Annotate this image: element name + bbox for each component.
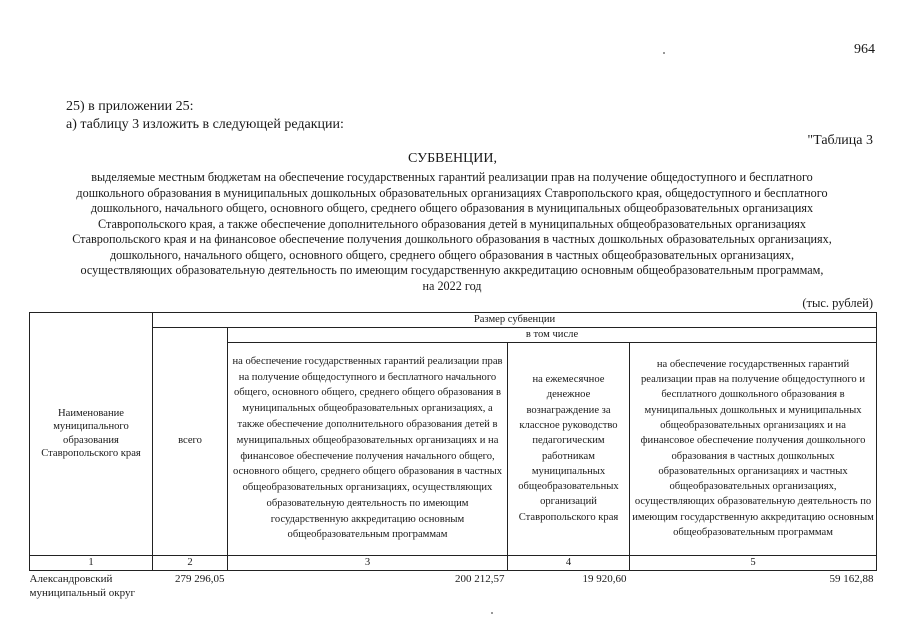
table-caption: "Таблица 3: [807, 133, 873, 148]
subtitle-line: дошкольного образования в муниципальных дошкольных образовательных организациях Ставропольского края, общедоступного и бесплатного: [76, 185, 828, 200]
subtitle-line: на 2022 год: [422, 278, 482, 293]
column-number: 2: [153, 555, 228, 570]
column-number: 1: [30, 555, 153, 570]
column-number: 4: [508, 555, 630, 570]
document-subtitle: [22, 170, 882, 294]
table-row: [30, 570, 877, 600]
subtitle-line: дошкольного, начального общего, основного общего, среднего общего образования в муниципальных общеобразовательных организациях: [90, 201, 814, 215]
header-including: в том числе: [228, 327, 877, 342]
subsidy-table: [29, 312, 877, 600]
intro-line-1: 25) в приложении 25:: [66, 99, 194, 114]
subtitle-line: Ставропольского края, а также обеспечение дополнительного образования детей в муниципальных общеобразовательных организациях: [98, 216, 806, 231]
header-preschool: на обеспечение государственных гарантий реализации прав на получение общедоступного и бесплатного дошкольного образования в муниципальных дошкольных и муниципальных общеобразовательных организациях и на финансовое обеспечение получения дошкольного образования в частных дошкольных образовательных организациях и частных общеобразовательных организациях, осуществляющих образовательную деятельность по имеющим государственную аккредитацию основным общеобразовательным программам: [630, 342, 877, 555]
intro-line-2: а) таблицу 3 изложить в следующей редакции:: [66, 117, 344, 132]
row-total: 279 296,05: [175, 572, 225, 585]
units-label: (тыс. рублей): [802, 296, 873, 310]
subtitle-line: осуществляющих образовательную деятельность по имеющим государственную аккредитацию основным общеобразовательным программам,: [80, 263, 824, 277]
subtitle-line: дошкольного, начального общего, основного общего, среднего общего образования в частных общеобразовательных организациях,: [109, 247, 794, 262]
header-municipality: Наименование муниципального образования Ставропольского края: [30, 313, 153, 556]
row-general-education: 200 212,57: [455, 572, 505, 585]
header-general-education: на обеспечение государственных гарантий реализации прав на получение общедоступного и бесплатного начального общего, основного общего, среднего общего образования в муниципальных общеобразовательных организациях, а также обеспечение дополнительного образования детей в муниципальных общеобразовательных организациях и на финансовое обеспечение получения начального общего, основного общего, среднего общего образования в частных общеобразовательных организациях, осуществляющих образовательную деятельность по имеющим государственную аккредитацию основным общеобразовательным программам: [228, 342, 508, 555]
row-preschool: 59 162,88: [829, 572, 874, 585]
header-subsidy-size: Размер субвенции: [153, 313, 877, 328]
scan-speck: [663, 52, 665, 54]
header-total: всего: [153, 327, 228, 555]
row-municipality-name: Александровский муниципальный округ: [29, 572, 136, 599]
table-header-row: [30, 327, 877, 342]
header-class-management: на ежемесячное денежное вознаграждение за классное руководство педагогическим работникам муниципальных общеобразовательных организаций Ставропольского края: [508, 342, 630, 555]
page-number: 964: [854, 42, 875, 57]
column-number-row: [30, 555, 877, 570]
table-header-row: [30, 313, 877, 328]
intro-text: [66, 98, 344, 134]
subtitle-line: выделяемые местным бюджетам на обеспечение государственных гарантий реализации прав на получение общедоступного и бесплатного: [91, 170, 813, 184]
scan-speck: [491, 612, 493, 614]
document-title: СУБВЕНЦИИ,: [408, 151, 497, 166]
subtitle-line: Ставропольского края и на финансовое обеспечение получения дошкольного образования в частных дошкольных образовательных организациях,: [72, 232, 832, 246]
column-number: 3: [228, 555, 508, 570]
row-class-management: 19 920,60: [582, 572, 627, 585]
column-number: 5: [630, 555, 877, 570]
